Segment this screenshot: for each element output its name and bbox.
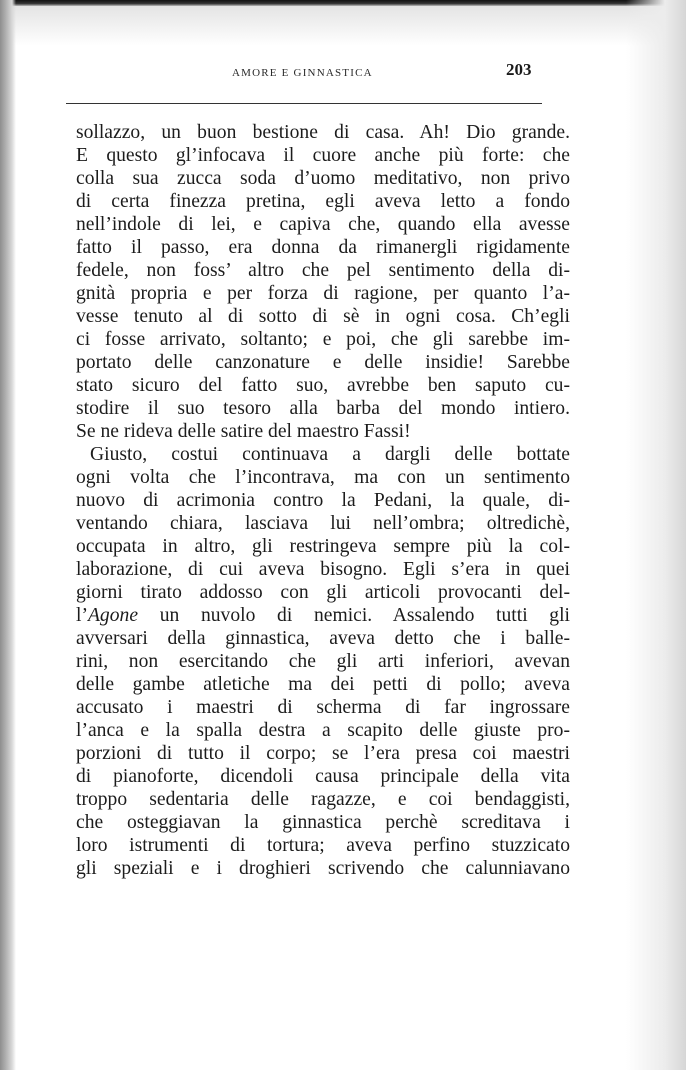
- journal-title: Agone: [87, 605, 139, 626]
- text-line: avversari della ginnastica, aveva detto che i balle-: [76, 628, 570, 649]
- text-line: fedele, non foss’ altro che pel sentimento della di-: [76, 260, 570, 281]
- text-line: vesse tenuto al di sotto di sè in ogni cosa. Ch’egli: [76, 306, 570, 327]
- scan-right-edge-shadow: [626, 0, 686, 1070]
- text-line: fatto il passo, era donna da rimanergli rigidamente: [76, 237, 570, 258]
- text-line: gnità propria e per forza di ragione, per quanto l’a-: [76, 283, 570, 304]
- scan-top-grain: [0, 6, 686, 46]
- text-line: nuovo di acrimonia contro la Pedani, la quale, di-: [76, 490, 570, 511]
- text-line: ci fosse arrivato, soltanto; e poi, che gli sarebbe im-: [76, 329, 570, 350]
- text-line: stodire il suo tesoro alla barba del mondo intiero.: [76, 398, 570, 419]
- text-line: gli speziali e i droghieri scrivendo che calunniavano: [76, 858, 570, 879]
- text-line: ventando chiara, lasciava lui nell’ombra; oltredichè,: [76, 513, 570, 534]
- text-line: loro istrumenti di tortura; aveva perfino stuzzicato: [76, 835, 570, 856]
- text-line: stato sicuro del fatto suo, avrebbe ben saputo cu-: [76, 375, 570, 396]
- running-head: AMORE E GINNASTICA: [232, 67, 373, 79]
- text-line: delle gambe atletiche ma dei petti di pollo; aveva: [76, 674, 570, 695]
- text-line: colla sua zucca soda d’uomo meditativo, non privo: [76, 168, 570, 189]
- text-line: rini, non esercitando che gli arti inferiori, avevan: [76, 651, 570, 672]
- scan-left-gutter-shadow: [0, 0, 16, 1070]
- paragraph-start-line: Giusto, costui continuava a dargli delle bottate: [90, 444, 570, 465]
- text-line: l’anca e la spalla destra a scapito delle giuste pro-: [76, 720, 570, 741]
- text-line: ogni volta che l’incontrava, ma con un sentimento: [76, 467, 570, 488]
- text-line: laborazione, di cui aveva bisogno. Egli s’era in quei: [76, 559, 570, 580]
- header-rule: [66, 103, 542, 104]
- text-line: nell’indole di lei, e capiva che, quando ella avesse: [76, 214, 570, 235]
- text-line: accusato i maestri di scherma di far ingrossare: [76, 697, 570, 718]
- body-text: [76, 121, 570, 880]
- text-line: sollazzo, un buon bestione di casa. Ah! Dio grande.: [76, 122, 570, 143]
- text-line: di certa finezza pretina, egli aveva letto a fondo: [76, 191, 570, 212]
- text-line: di pianoforte, dicendoli causa principale della vita: [76, 766, 570, 787]
- text-line: troppo sedentaria delle ragazze, e coi bendaggisti,: [76, 789, 570, 810]
- page-number: 203: [506, 60, 532, 79]
- text-line: E questo gl’infocava il cuore anche più forte: che: [76, 145, 570, 166]
- paragraph-end-line: Se ne rideva delle satire del maestro Fassi!: [76, 421, 411, 442]
- text-line: occupata in altro, gli restringeva sempre più la col-: [76, 536, 570, 557]
- text-line: che osteggiavan la ginnastica perchè screditava i: [76, 812, 570, 833]
- title-prefix: l’: [76, 605, 88, 626]
- text-line: portato delle canzonature e delle insidie! Sarebbe: [76, 352, 570, 373]
- text-line-with-title: [76, 604, 570, 627]
- title-line-rest: un nuvolo di nemici. Assalendo tutti gli: [159, 605, 570, 626]
- text-line: porzioni di tutto il corpo; se l’era presa coi maestri: [76, 743, 570, 764]
- text-line: giorni tirato addosso con gli articoli provocanti del-: [76, 582, 570, 603]
